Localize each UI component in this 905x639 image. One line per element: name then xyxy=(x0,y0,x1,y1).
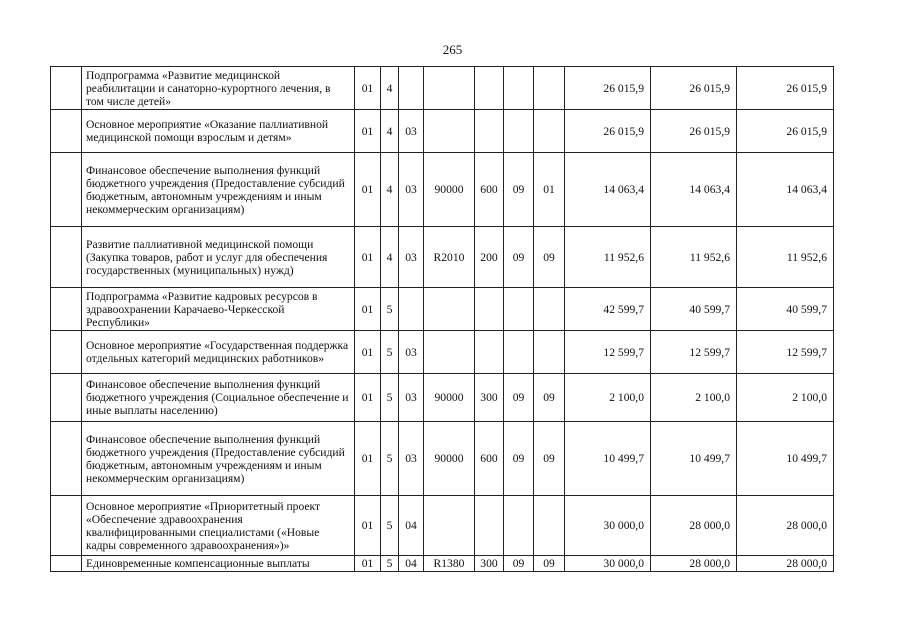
amount-cell: 2 100,0 xyxy=(651,374,737,422)
code-cell xyxy=(475,496,504,556)
blank-cell xyxy=(51,110,82,153)
code-cell: 09 xyxy=(534,556,565,572)
code-cell: 300 xyxy=(475,556,504,572)
amount-cell: 28 000,0 xyxy=(737,556,834,572)
code-cell: 5 xyxy=(381,331,399,374)
code-cell xyxy=(504,288,534,331)
amount-cell: 28 000,0 xyxy=(737,496,834,556)
amount-cell: 26 015,9 xyxy=(737,110,834,153)
code-cell: 03 xyxy=(399,227,424,288)
amount-cell: 40 599,7 xyxy=(737,288,834,331)
code-cell: 01 xyxy=(355,288,381,331)
row-name: Основное мероприятие «Приоритетный проект «Обеспечение здравоохранения квалифицированными специалистами («Новые кадры современного здравоохранения»)» xyxy=(82,496,355,556)
code-cell: 5 xyxy=(381,374,399,422)
code-cell xyxy=(399,288,424,331)
code-cell: 4 xyxy=(381,67,399,110)
code-cell xyxy=(475,67,504,110)
code-cell xyxy=(534,331,565,374)
code-cell: 01 xyxy=(355,496,381,556)
row-name: Развитие паллиативной медицинской помощи (Закупка товаров, работ и услуг для обеспечения государственных (муниципальных) нужд) xyxy=(82,227,355,288)
amount-cell: 30 000,0 xyxy=(565,496,651,556)
code-cell xyxy=(424,110,475,153)
code-cell: 4 xyxy=(381,153,399,227)
amount-cell: 2 100,0 xyxy=(737,374,834,422)
amount-cell: 11 952,6 xyxy=(651,227,737,288)
blank-cell xyxy=(51,153,82,227)
row-name: Подпрограмма «Развитие медицинской реабилитации и санаторно-курортного лечения, в том числе детей» xyxy=(82,67,355,110)
row-name: Единовременные компенсационные выплаты xyxy=(82,556,355,572)
amount-cell: 12 599,7 xyxy=(737,331,834,374)
code-cell xyxy=(534,496,565,556)
table-row xyxy=(51,374,834,422)
table-row xyxy=(51,67,834,110)
amount-cell: 10 499,7 xyxy=(565,422,651,496)
blank-cell xyxy=(51,422,82,496)
code-cell: 01 xyxy=(355,153,381,227)
code-cell: 90000 xyxy=(424,153,475,227)
blank-cell xyxy=(51,67,82,110)
code-cell: 600 xyxy=(475,153,504,227)
blank-cell xyxy=(51,556,82,572)
row-name: Финансовое обеспечение выполнения функций бюджетного учреждения (Социальное обеспечение и иные выплаты населению) xyxy=(82,374,355,422)
blank-cell xyxy=(51,288,82,331)
code-cell: 03 xyxy=(399,422,424,496)
code-cell: 01 xyxy=(355,110,381,153)
code-cell xyxy=(504,67,534,110)
table-row xyxy=(51,110,834,153)
table-row xyxy=(51,422,834,496)
code-cell xyxy=(504,110,534,153)
amount-cell: 14 063,4 xyxy=(737,153,834,227)
code-cell: 09 xyxy=(504,556,534,572)
amount-cell: 28 000,0 xyxy=(651,496,737,556)
amount-cell: 12 599,7 xyxy=(651,331,737,374)
code-cell: 90000 xyxy=(424,374,475,422)
code-cell: 5 xyxy=(381,496,399,556)
amount-cell: 26 015,9 xyxy=(651,110,737,153)
code-cell: 03 xyxy=(399,110,424,153)
table-row xyxy=(51,153,834,227)
code-cell: 09 xyxy=(504,153,534,227)
code-cell xyxy=(534,110,565,153)
code-cell: 4 xyxy=(381,227,399,288)
code-cell: 90000 xyxy=(424,422,475,496)
row-name: Финансовое обеспечение выполнения функций бюджетного учреждения (Предоставление субсидий бюджетным, автономным учреждениям и иным некоммерческим организациям) xyxy=(82,422,355,496)
code-cell xyxy=(504,496,534,556)
amount-cell: 42 599,7 xyxy=(565,288,651,331)
code-cell xyxy=(424,496,475,556)
code-cell: 09 xyxy=(504,227,534,288)
code-cell: 09 xyxy=(534,374,565,422)
table-row xyxy=(51,288,834,331)
amount-cell: 14 063,4 xyxy=(565,153,651,227)
code-cell: 04 xyxy=(399,496,424,556)
code-cell xyxy=(534,67,565,110)
code-cell: 200 xyxy=(475,227,504,288)
amount-cell: 30 000,0 xyxy=(565,556,651,572)
budget-table xyxy=(50,66,834,572)
amount-cell: 2 100,0 xyxy=(565,374,651,422)
code-cell: 09 xyxy=(534,422,565,496)
code-cell: 03 xyxy=(399,331,424,374)
code-cell: 01 xyxy=(355,556,381,572)
code-cell: 03 xyxy=(399,374,424,422)
code-cell xyxy=(475,110,504,153)
code-cell: 01 xyxy=(355,67,381,110)
amount-cell: 28 000,0 xyxy=(651,556,737,572)
amount-cell: 40 599,7 xyxy=(651,288,737,331)
code-cell: 09 xyxy=(534,227,565,288)
amount-cell: 26 015,9 xyxy=(565,67,651,110)
row-name: Подпрограмма «Развитие кадровых ресурсов в здравоохранении Карачаево-Черкесской Республики» xyxy=(82,288,355,331)
amount-cell: 26 015,9 xyxy=(737,67,834,110)
code-cell: 04 xyxy=(399,556,424,572)
amount-cell: 10 499,7 xyxy=(737,422,834,496)
code-cell: 5 xyxy=(381,288,399,331)
code-cell xyxy=(399,67,424,110)
code-cell: 01 xyxy=(355,422,381,496)
code-cell: 09 xyxy=(504,422,534,496)
code-cell: 600 xyxy=(475,422,504,496)
row-name: Финансовое обеспечение выполнения функций бюджетного учреждения (Предоставление субсидий бюджетным, автономным учреждениям и иным некоммерческим организациям) xyxy=(82,153,355,227)
amount-cell: 26 015,9 xyxy=(651,67,737,110)
table-row xyxy=(51,496,834,556)
amount-cell: 14 063,4 xyxy=(651,153,737,227)
code-cell: 01 xyxy=(355,331,381,374)
code-cell: R1380 xyxy=(424,556,475,572)
code-cell: 09 xyxy=(504,374,534,422)
code-cell xyxy=(504,331,534,374)
page-number: 265 xyxy=(442,42,463,57)
code-cell: R2010 xyxy=(424,227,475,288)
amount-cell: 26 015,9 xyxy=(565,110,651,153)
amount-cell: 11 952,6 xyxy=(737,227,834,288)
code-cell: 01 xyxy=(534,153,565,227)
code-cell: 4 xyxy=(381,110,399,153)
code-cell xyxy=(475,331,504,374)
code-cell xyxy=(424,67,475,110)
row-name: Основное мероприятие «Государственная поддержка отдельных категорий медицинских работников» xyxy=(82,331,355,374)
code-cell xyxy=(475,288,504,331)
code-cell: 5 xyxy=(381,422,399,496)
code-cell: 5 xyxy=(381,556,399,572)
code-cell: 300 xyxy=(475,374,504,422)
code-cell xyxy=(424,288,475,331)
blank-cell xyxy=(51,374,82,422)
table-row xyxy=(51,227,834,288)
code-cell: 03 xyxy=(399,153,424,227)
code-cell: 01 xyxy=(355,374,381,422)
blank-cell xyxy=(51,227,82,288)
blank-cell xyxy=(51,496,82,556)
code-cell xyxy=(534,288,565,331)
code-cell: 01 xyxy=(355,227,381,288)
blank-cell xyxy=(51,331,82,374)
amount-cell: 11 952,6 xyxy=(565,227,651,288)
table-row xyxy=(51,331,834,374)
code-cell xyxy=(424,331,475,374)
amount-cell: 10 499,7 xyxy=(651,422,737,496)
table-row xyxy=(51,556,834,572)
amount-cell: 12 599,7 xyxy=(565,331,651,374)
row-name: Основное мероприятие «Оказание паллиативной медицинской помощи взрослым и детям» xyxy=(82,110,355,153)
